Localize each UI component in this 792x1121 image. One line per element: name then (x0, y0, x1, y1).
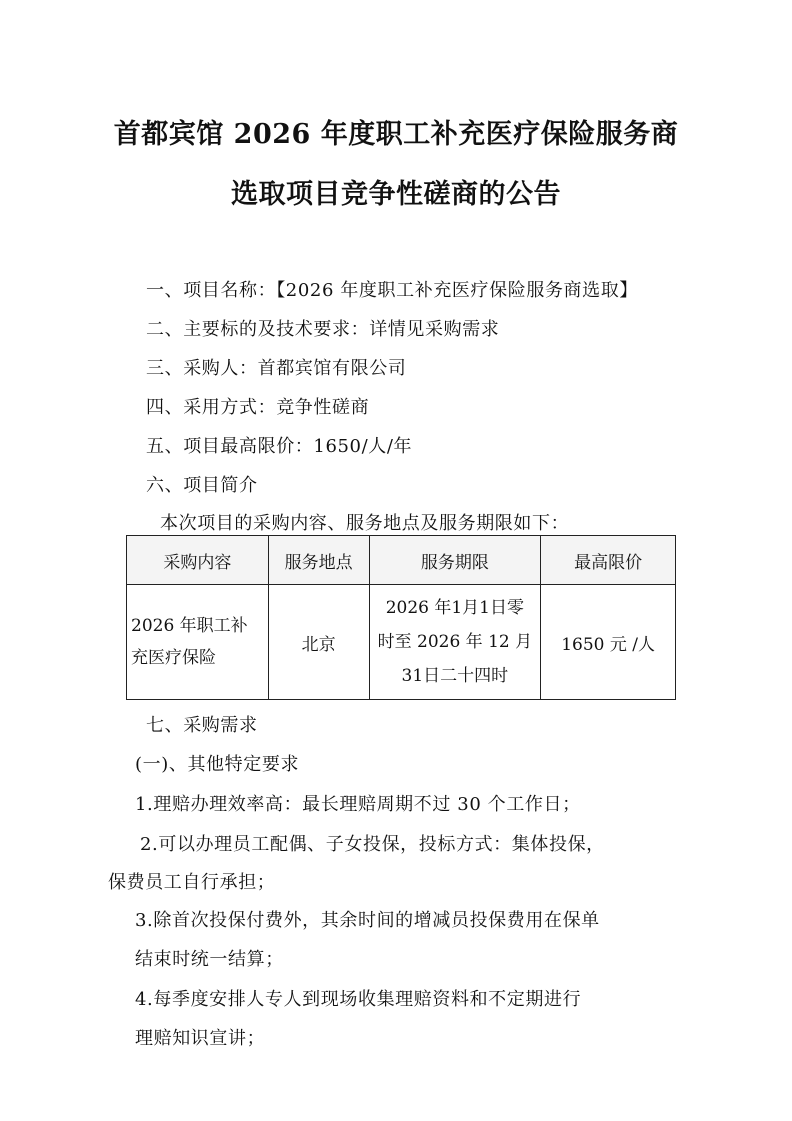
requirement-2-line2: 保费员工自行承担； (108, 872, 276, 893)
cell-content (127, 585, 269, 700)
table-row (127, 585, 676, 700)
item-project-intro: 六、项目简介 (146, 475, 258, 496)
header-location: 服务地点 (268, 536, 369, 585)
cell-content-line1: 2026 年职工补 (131, 616, 248, 636)
item-method: 四、采用方式：竞争性磋商 (146, 397, 370, 418)
section-procurement-needs: 七、采购需求 (146, 715, 258, 736)
table-header-row (127, 536, 676, 585)
requirement-3-line2: 结束时统一结算； (135, 949, 284, 970)
procurement-table (126, 535, 676, 700)
header-period: 服务期限 (369, 536, 541, 585)
cell-period-line1: 2026 年1月1日零 (385, 598, 525, 618)
requirement-3-line1: 3.除首次投保付费外，其余时间的增减员投保费用在保单 (135, 910, 600, 931)
cell-period-line2: 时至 2026 年 12 月 (377, 632, 533, 652)
cell-price: 1650 元 /人 (541, 585, 676, 700)
requirement-4-line2: 理赔知识宣讲； (135, 1028, 266, 1049)
item-main-requirements: 二、主要标的及技术要求：详情见采购需求 (146, 319, 500, 340)
header-price: 最高限价 (541, 536, 676, 585)
cell-location: 北京 (268, 585, 369, 700)
intro-text: 本次项目的采购内容、服务地点及服务期限如下： (160, 513, 570, 534)
cell-content-line2: 充医疗保险 (131, 648, 216, 668)
item-project-name: 一、项目名称：【2026 年度职工补充医疗保险服务商选取】 (146, 280, 638, 301)
cell-period-line3: 31日二十四时 (401, 666, 509, 686)
item-purchaser: 三、采购人：首都宾馆有限公司 (146, 358, 407, 379)
document-title-line2: 选取项目竞争性磋商的公告 (231, 179, 561, 210)
header-content: 采购内容 (127, 536, 269, 585)
requirement-4-line1: 4.每季度安排人专人到现场收集理赔资料和不定期进行 (135, 989, 582, 1010)
item-price-limit: 五、项目最高限价：1650/人/年 (146, 436, 413, 457)
requirement-2-line1: 2.可以办理员工配偶、子女投保，投标方式：集体投保， (140, 834, 605, 855)
subsection-special-requirements: (一)、其他特定要求 (135, 754, 300, 775)
cell-period (369, 585, 541, 700)
document-title-line1: 首都宾馆 2026 年度职工补充医疗保险服务商 (113, 119, 679, 150)
requirement-1: 1.理赔办理效率高：最长理赔周期不过 30 个工作日； (135, 794, 581, 815)
